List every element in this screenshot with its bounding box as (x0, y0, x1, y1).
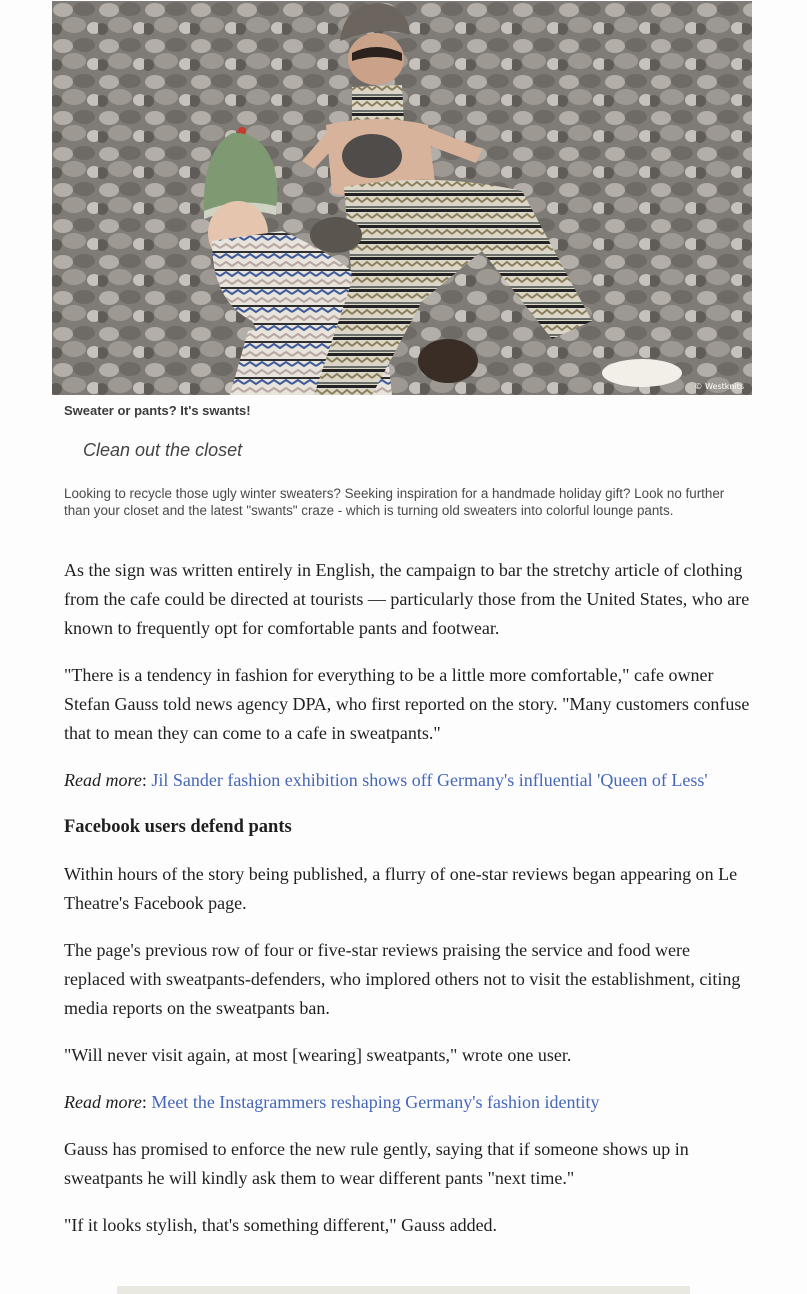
paragraph: Gauss has promised to enforce the new rule gently, saying that if someone shows up in sweatpants he will kindly ask them to wear different pants "next time." (64, 1139, 689, 1188)
read-more-label: Read more (64, 1092, 142, 1112)
paragraph: "If it looks stylish, that's something different," Gauss added. (64, 1215, 498, 1235)
photo-illustration (52, 1, 752, 395)
next-media-placeholder (117, 1286, 690, 1294)
video-title[interactable]: Clean out the closet (83, 440, 243, 460)
read-more-link-instagrammers[interactable]: Meet the Instagrammers reshaping Germany's fashion identity (151, 1092, 600, 1112)
article-photo (52, 1, 752, 395)
paragraph: As the sign was written entirely in English, the campaign to bar the stretchy article of clothing from the cafe could be directed at tourists — particularly those from the United States, who are known to frequently opt for comfortable pants and footwear. (64, 560, 750, 638)
paragraph: Within hours of the story being published, a flurry of one-star reviews began appearing on Le Theatre's Facebook page. (64, 864, 738, 913)
paragraph: The page's previous row of four or five-star reviews praising the service and food were replaced with sweatpants-defenders, who implored others not to visit the establishment, citing media reports on the sweatpants ban. (64, 940, 741, 1018)
read-more: Read more: Meet the Instagrammers reshaping Germany's fashion identity (64, 1092, 600, 1112)
photo-caption: Sweater or pants? It's swants! (64, 403, 251, 418)
article-body (64, 556, 752, 1258)
photo-credit: © Westknits (694, 382, 744, 391)
paragraph: "Will never visit again, at most [wearing] sweatpants," wrote one user. (64, 1045, 572, 1065)
section-heading: Facebook users defend pants (64, 817, 292, 837)
read-more-label: Read more (64, 770, 142, 790)
video-teaser: Looking to recycle those ugly winter sweaters? Seeking inspiration for a handmade holiday gift? Look no further than your closet and the latest "swants" craze - which is turning old sweaters into colorful lounge pants. (64, 486, 725, 518)
read-more: Read more: Jil Sander fashion exhibition shows off Germany's influential 'Queen of Less' (64, 770, 708, 790)
paragraph: "There is a tendency in fashion for everything to be a little more comfortable," cafe owner Stefan Gauss told news agency DPA, who first reported on the story. "Many customers confuse that to mean they can come to a cafe in sweatpants." (64, 665, 750, 743)
read-more-link-jil-sander[interactable]: Jil Sander fashion exhibition shows off Germany's influential 'Queen of Less' (151, 770, 708, 790)
